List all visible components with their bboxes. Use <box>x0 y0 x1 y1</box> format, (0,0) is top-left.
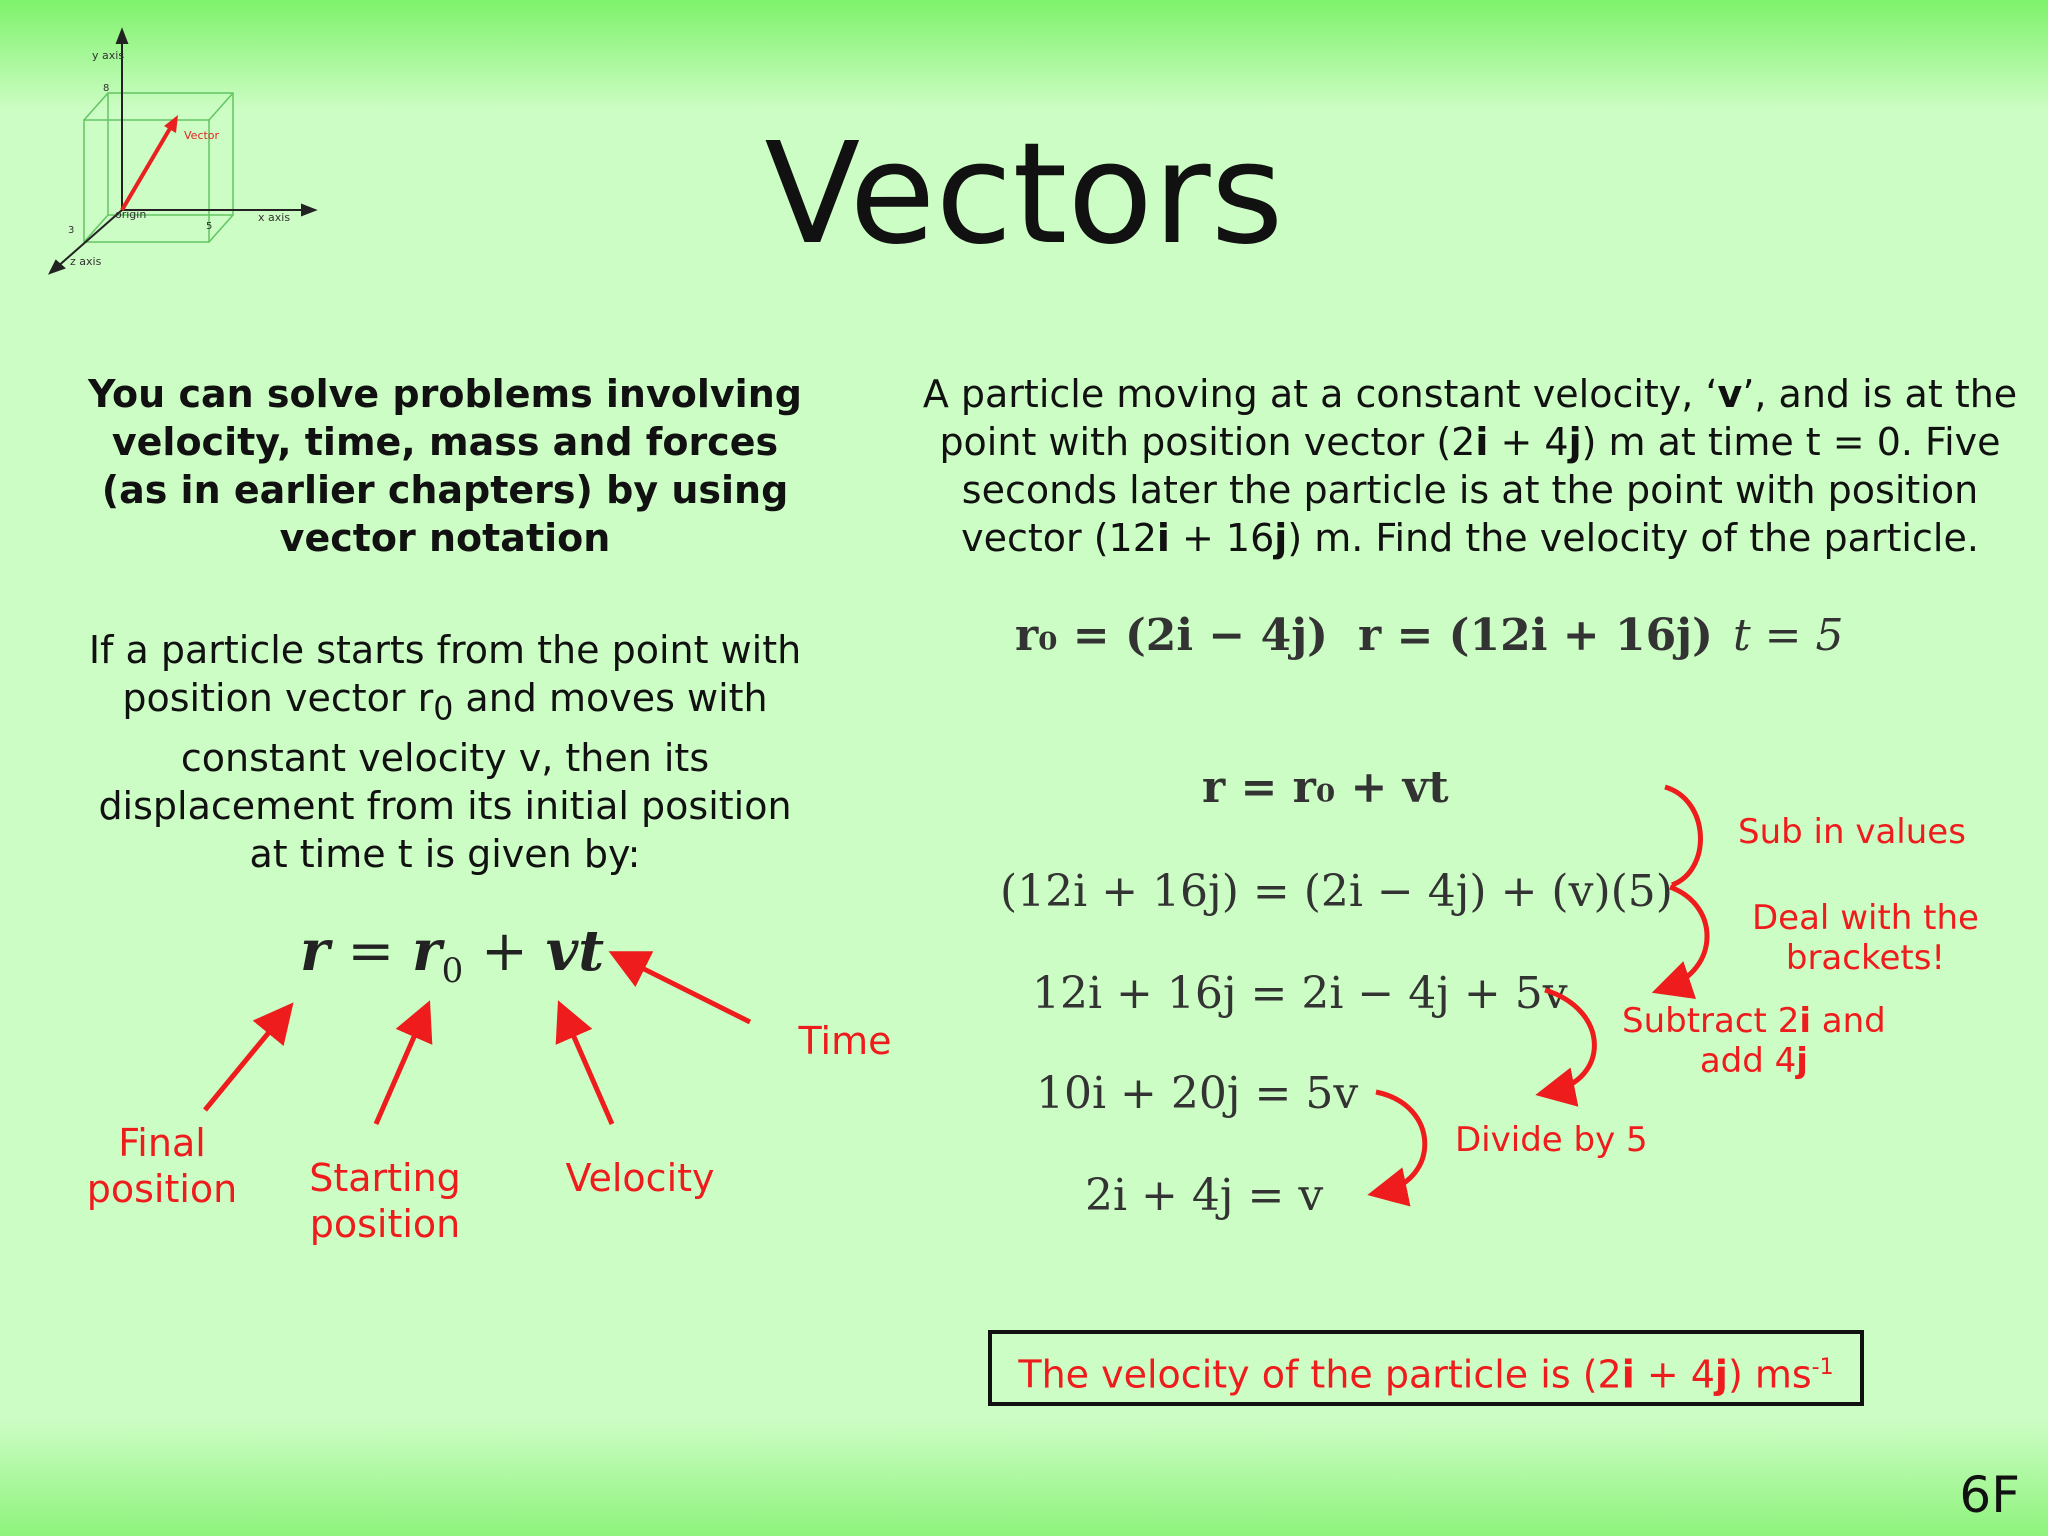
problem-j1: j <box>1568 420 1582 464</box>
given-r0: r₀ = (2i − 4j) <box>1015 610 1328 661</box>
step-1: r = r₀ + vt <box>1202 762 1449 813</box>
label-starting-l1: Starting <box>309 1156 461 1200</box>
problem-p2: ’, and is at the point with position vector (2 <box>939 372 2018 464</box>
y-tick: 8 <box>103 83 110 94</box>
intro-text: You can solve problems involving velocity, time, mass and forces (as in earlier chapters) by using vector notation <box>88 372 802 560</box>
problem-i1: i <box>1475 420 1489 464</box>
step-3: 12i + 16j = 2i − 4j + 5v <box>1032 968 1568 1019</box>
given-r: r = (12i + 16j) <box>1358 610 1713 661</box>
problem-v: v <box>1717 372 1743 416</box>
note-deal-l2: brackets! <box>1785 938 1946 978</box>
note-subtract-b: and <box>1810 1001 1886 1041</box>
formula-eq: = <box>329 919 413 984</box>
vector-label: Vector <box>184 129 220 142</box>
problem-p1: A particle moving at a constant velocity, ‘ <box>922 372 1718 416</box>
note-add-j: j <box>1796 1041 1808 1081</box>
answer-a1: The velocity of the particle is (2 <box>1018 1352 1622 1397</box>
note-deal-l1: Deal with the <box>1752 898 1979 938</box>
problem-p4: ) m at time t = 0. Five seconds later the particle is at the point with position vector (12 <box>961 420 2001 560</box>
note-subtract-i: i <box>1799 1001 1811 1041</box>
curve-sub <box>1665 787 1700 885</box>
desc-sub: 0 <box>433 691 454 728</box>
desc-part2: and moves with constant velocity v, then its displacement from its initial position at time t is given by: <box>98 676 792 876</box>
note-divide: Divide by 5 <box>1455 1120 1648 1160</box>
arrow-time <box>622 958 750 1022</box>
arrow-final <box>205 1014 284 1110</box>
note-add-a: add 4 <box>1699 1041 1797 1081</box>
curve-divide <box>1376 1092 1425 1192</box>
label-starting-l2: position <box>309 1202 461 1246</box>
label-final-l2: position <box>86 1167 238 1211</box>
y-axis-label: y axis <box>92 49 125 62</box>
note-sub-in-values: Sub in values <box>1738 812 1966 852</box>
problem-j2: j <box>1274 516 1288 560</box>
slide-code: 6F <box>1959 1466 2020 1524</box>
formula-vt: vt <box>545 918 605 984</box>
arrow-starting <box>376 1014 424 1124</box>
formula-plus: + <box>463 919 546 984</box>
problem-p3: + 4 <box>1488 420 1569 464</box>
formula-lhs: r <box>300 918 330 984</box>
z-axis-label: z axis <box>70 255 102 268</box>
label-final-l1: Final <box>118 1121 206 1165</box>
page-title: Vectors <box>764 113 1284 276</box>
x-axis-label: x axis <box>258 211 291 224</box>
problem-p5: + 16 <box>1169 516 1275 560</box>
problem-p6: ) m. Find the velocity of the particle. <box>1287 516 1979 560</box>
curve-subtract <box>1545 990 1594 1092</box>
problem-i2: i <box>1156 516 1170 560</box>
step-2: (12i + 16j) = (2i − 4j) + (v)(5) <box>1000 866 1673 917</box>
answer-a2: + 4 <box>1634 1352 1715 1397</box>
z-tick: 3 <box>68 225 75 236</box>
origin-label: origin <box>115 208 147 221</box>
answer-sup: -1 <box>1811 1355 1834 1380</box>
desc-part1: If a particle starts from the point with position vector r <box>88 628 802 720</box>
step-4: 10i + 20j = 5v <box>1036 1068 1359 1119</box>
formula-r0: r <box>412 918 442 984</box>
answer-a3: ) ms <box>1727 1352 1812 1397</box>
formula-r0-sub: 0 <box>441 951 464 992</box>
note-subtract-a: Subtract 2 <box>1622 1001 1800 1041</box>
curve-deal <box>1666 887 1707 988</box>
x-tick: 5 <box>206 221 213 232</box>
label-velocity: Velocity <box>565 1156 715 1200</box>
answer-i: i <box>1621 1352 1635 1397</box>
label-time: Time <box>798 1019 892 1063</box>
given-t: t = 5 <box>1733 610 1844 661</box>
answer-j: j <box>1714 1352 1728 1397</box>
arrow-velocity <box>564 1014 612 1124</box>
step-5: 2i + 4j = v <box>1085 1170 1324 1221</box>
